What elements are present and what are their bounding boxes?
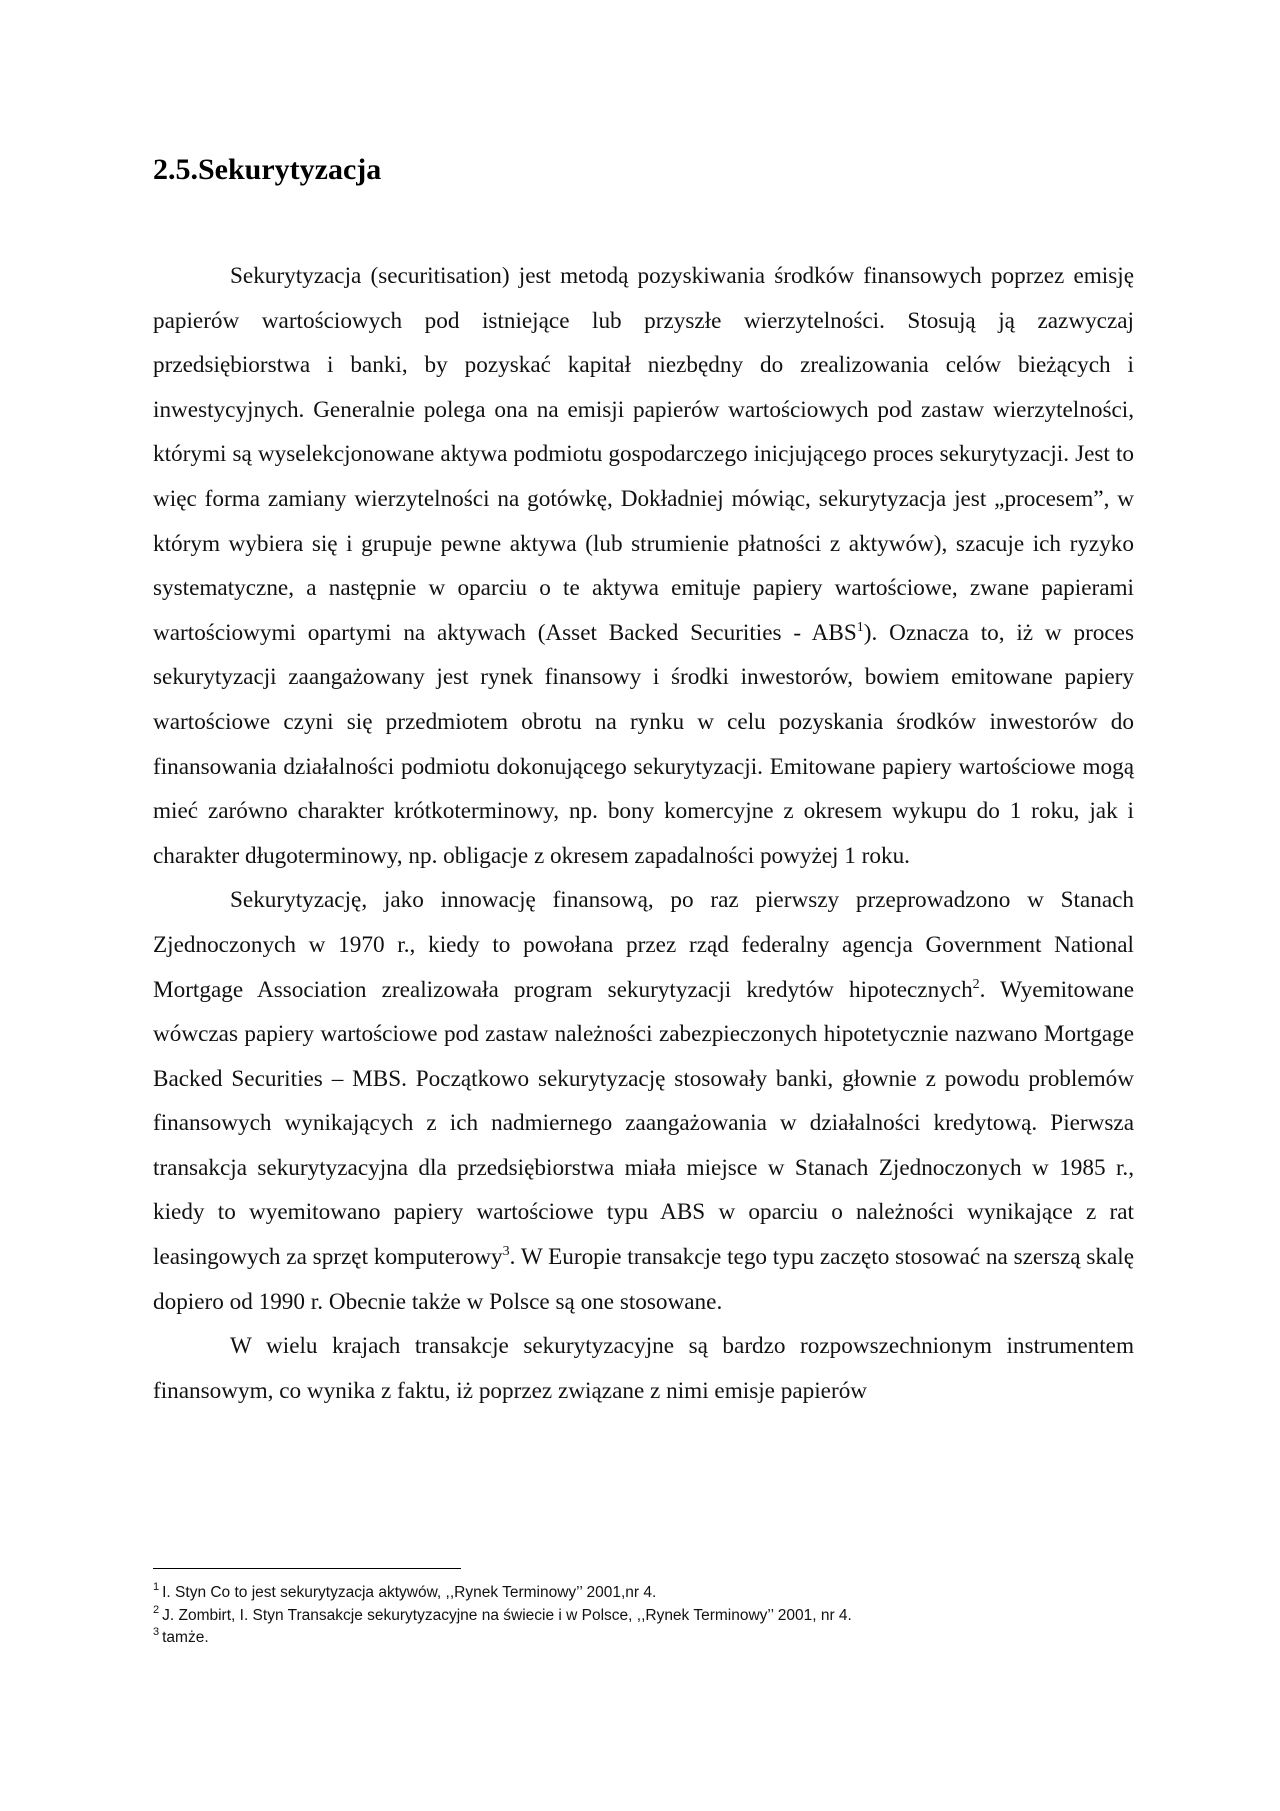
paragraph-text: W wielu krajach transakcje sekurytyzacyjne są bardzo rozpowszechnionym instrumentem finansowym, co wynika z faktu, iż poprzez związane z nimi emisje papierów — [153, 1333, 1134, 1404]
paragraph-1 — [153, 254, 1134, 878]
footnote-text: tamże. — [162, 1629, 209, 1646]
footnote-ref: 1 — [856, 619, 864, 635]
footnote-1: 1 I. Styn Co to jest sekurytyzacja aktywów, ,,Rynek Terminowy’’ 2001,nr 4. — [153, 1581, 657, 1601]
footnote-text: J. Zombirt, I. Styn Transakcje sekurytyzacyjne na świecie i w Polsce, ,,Rynek Terminowy’’ 2001, nr 4. — [162, 1606, 852, 1624]
section-heading: 2.5.Sekurytyzacja — [153, 153, 382, 186]
paragraph-3 — [153, 1324, 1134, 1413]
paragraph-2 — [153, 878, 1134, 1324]
footnote-ref: 3 — [502, 1244, 510, 1260]
paragraph-text: . W Europie transakcje tego typu zaczęto stosować na szerszą skalę dopiero od 1990 r. Obecnie także w Polsce są one stosowane. — [153, 1244, 1134, 1315]
paragraph-text: . Wyemitowane wówczas papiery wartościowe pod zastaw należności zabezpieczonych hipotetycznie nazwano Mortgage Backed Securities – MBS. Początkowo sekurytyzację stosowały banki, głownie z powodu problemów finansowych wynikających z ich nadmiernego zaangażowania w działalności kredytową. Pierwsza transakcja sekurytyzacyjna dla przedsiębiorstwa miała miejsce w Stanach Zjednoczonych w 1985 r., kiedy to wyemitowano papiery wartościowe typu ABS w oparciu o należności wynikające z rat leasingowych za sprzęt komputerowy — [153, 976, 1135, 1271]
footnote-divider — [153, 1568, 461, 1569]
footnotes — [153, 1582, 1134, 1650]
footnote-3: 3 tamże. — [153, 1626, 209, 1646]
footnote-text: I. Styn Co to jest sekurytyzacja aktywów, ,,Rynek Terminowy’’ 2001,nr 4. — [162, 1584, 657, 1601]
footnote-ref: 2 — [972, 976, 980, 992]
body-text — [153, 254, 1134, 1413]
paragraph-text: Sekurytyzacja (securitisation) jest metodą pozyskiwania środków finansowych poprzez emisję papierów wartościowych pod istniejące lub przyszłe wierzytelności. Stosują ją zazwyczaj przedsiębiorstwa i banki, by pozyskać kapitał niezbędny do zrealizowania celów bieżących i inwestycyjnych. Generalnie polega ona na emisji papierów wartościowych pod zastaw wierzytelności, którymi są wyselekcjonowane aktywa podmiotu gospodarczego inicjującego proces sekurytyzacji. Jest to więc forma zamiany wierzytelności na gotówkę, Dokładniej mówiąc, sekurytyzacja jest „procesem”, w którym wybiera się i grupuje pewne aktywa (lub strumienie płatności z aktywów), szacuje ich ryzyko systematyczne, a następnie w oparciu o te aktywa emituje papiery wartościowe, zwane papierami wartościowymi opartymi na aktywach (Asset Backed Securities - ABS — [153, 263, 1134, 646]
paragraph-text: ). Oznacza to, iż w proces sekurytyzacji zaangażowany jest rynek finansowy i środki inwestorów, bowiem emitowane papiery wartościowe czyni się przedmiotem obrotu na rynku w celu pozyskania środków inwestorów do finansowania działalności podmiotu dokonującego sekurytyzacji. Emitowane papiery wartościowe mogą mieć zarówno charakter krótkoterminowy, np. bony komercyjne z okresem wykupu do 1 roku, jak i charakter długoterminowy, np. obligacje z okresem zapadalności powyżej 1 roku. — [153, 619, 1134, 869]
footnote-2: 2 J. Zombirt, I. Styn Transakcje sekurytyzacyjne na świecie i w Polsce, ,,Rynek Terminowy’’ 2001, nr 4. — [153, 1603, 852, 1624]
paragraph-text: Sekurytyzację, jako innowację finansową, po raz pierwszy przeprowadzono w Stanach Zjednoczonych w 1970 r., kiedy to powołana przez rząd federalny agencja Government National Mortgage Association zrealizowała program sekurytyzacji kredytów hipotecznych — [153, 887, 1134, 1003]
